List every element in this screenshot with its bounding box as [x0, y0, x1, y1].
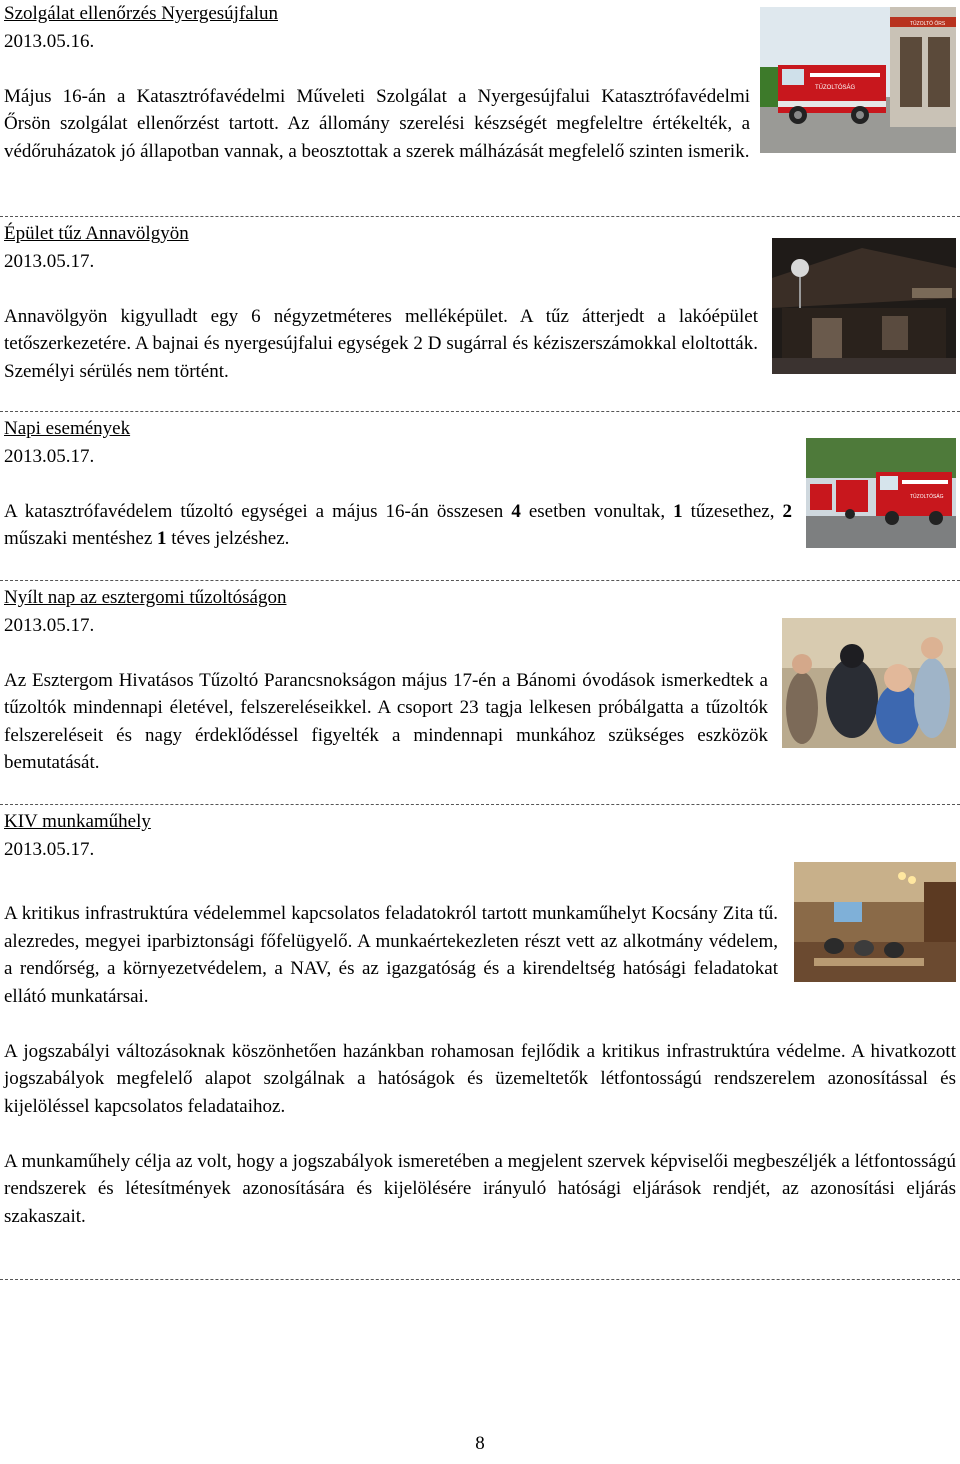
section-divider: [0, 580, 960, 581]
article-paragraph: A jogszabályi változásoknak köszönhetően hazánkban rohamosan fejlődik a kritikus infrastruktúra védelme. A hivatkozott jogszabályok megfelelő alapot szolgálnak a hatóságok és üzemeltetők létfontosságú rendszerelem azonosítással és kijelöléssel kapcsolatos feladataihoz.: [4, 1040, 956, 1117]
article-daily-events: [4, 415, 792, 553]
article-nyergesujfalu: [4, 0, 750, 165]
kiv-article-body: [4, 900, 956, 1230]
truck-label-text: TŰZOLTÓSÁG: [910, 494, 944, 500]
article-paragraph: ellátó munkatársai.: [4, 985, 149, 1007]
article-paragraph: Annavölgyön kigyulladt egy 6 négyzetméteres melléképület. A tűz átterjedt a lakóépület tetőszerkezetére. A bajnai és nyergesújfalui egységek 2 D sugárral és kéziszerszámokkal eloltották. Személyi sérülés nem történt.: [4, 305, 758, 382]
article-date: 2013.05.17.: [4, 838, 95, 860]
section-divider: [0, 804, 960, 805]
article-paragraph: A munkaműhely célja az volt, hogy a jogszabályok ismeretében a megjelent szervek képviselői megbeszéljék a létfontosságú rendszerek és létesítmények azonosítására és kijelölésére irányuló hatósági eljárások rendjét, az azonosítási eljárás szakaszait.: [4, 1150, 956, 1227]
section-divider: [0, 216, 960, 217]
article-open-day: [4, 584, 768, 777]
article-date: 2013.05.16.: [4, 30, 95, 52]
article-title[interactable]: Szolgálat ellenőrzés Nyergesújfalun: [4, 3, 278, 24]
article-paragraph: Az Esztergom Hivatásos Tűzoltó Parancsnokságon május 17-én a Bánomi óvodások ismerkedtek a tűzoltók mindennapi életével, felszereléseikkel. A csoport 23 tagja lelkesen próbálgatta a tűzoltók felszereléseit és nagy érdeklődéssel figyelték a mindennapi munkához szükséges eszközök bemutatását.: [4, 669, 768, 773]
article-title[interactable]: Nyílt nap az esztergomi tűzoltóságon: [4, 587, 287, 608]
article-kiv-workshop: [4, 808, 956, 891]
truck-label-text: TŰZOLTÓSÁG: [815, 85, 856, 91]
burned-building-photo: [772, 238, 956, 374]
article-annavolgy: [4, 220, 758, 385]
article-date: 2013.05.17.: [4, 250, 95, 272]
page-number: 8: [475, 1433, 485, 1454]
station-sign-text: TŰZOLTÓ ŐRS: [910, 21, 946, 27]
article-paragraph: A kritikus infrastruktúra védelemmel kapcsolatos feladatokról tartott munkaműhelyt Kocsány Zita tű. alezredes, megyei iparbiztonsági főfelügyelő. A munkaértekezleten részt vett az alkotmány védelem, a rendőrség, a környezetvédelem, a NAV, és az igazgatóság és a kirendeltség hatósági feladatokat: [4, 903, 778, 979]
technical-rescue-count: 2: [782, 500, 793, 522]
article-date: 2013.05.17.: [4, 445, 95, 467]
fire-trucks-lineup-photo: [806, 438, 956, 548]
article-date: 2013.05.17.: [4, 614, 95, 636]
section-divider: [0, 1279, 960, 1280]
false-alarm-count: 1: [157, 528, 167, 549]
fire-count: 1: [673, 500, 683, 522]
children-firefighter-photo: [782, 618, 956, 748]
article-paragraph: A katasztrófavédelem tűzoltó egységei a május 16-án összesen 4 esetben vonultak, 1 tűzesethez, 2 műszaki mentéshez 1 téves jelzéshez.: [4, 500, 793, 549]
article-title[interactable]: Napi események: [4, 418, 131, 439]
total-incidents-count: 4: [511, 500, 521, 522]
article-title[interactable]: KIV munkaműhely: [4, 811, 151, 832]
fire-truck-station-photo: [760, 7, 956, 153]
article-title[interactable]: Épület tűz Annavölgyön: [4, 223, 189, 244]
section-divider: [0, 411, 960, 412]
article-paragraph: Május 16-án a Katasztrófavédelmi Műveleti Szolgálat a Nyergesújfalui Katasztrófavédelmi Őrsön szolgálat ellenőrzést tartott. Az állomány szerelési készségét megfeleltre értékelték, a védőruházatok jó állapotban vannak, a beosztottak a szerek málházását megfelelő szinten ismerik.: [4, 85, 750, 162]
